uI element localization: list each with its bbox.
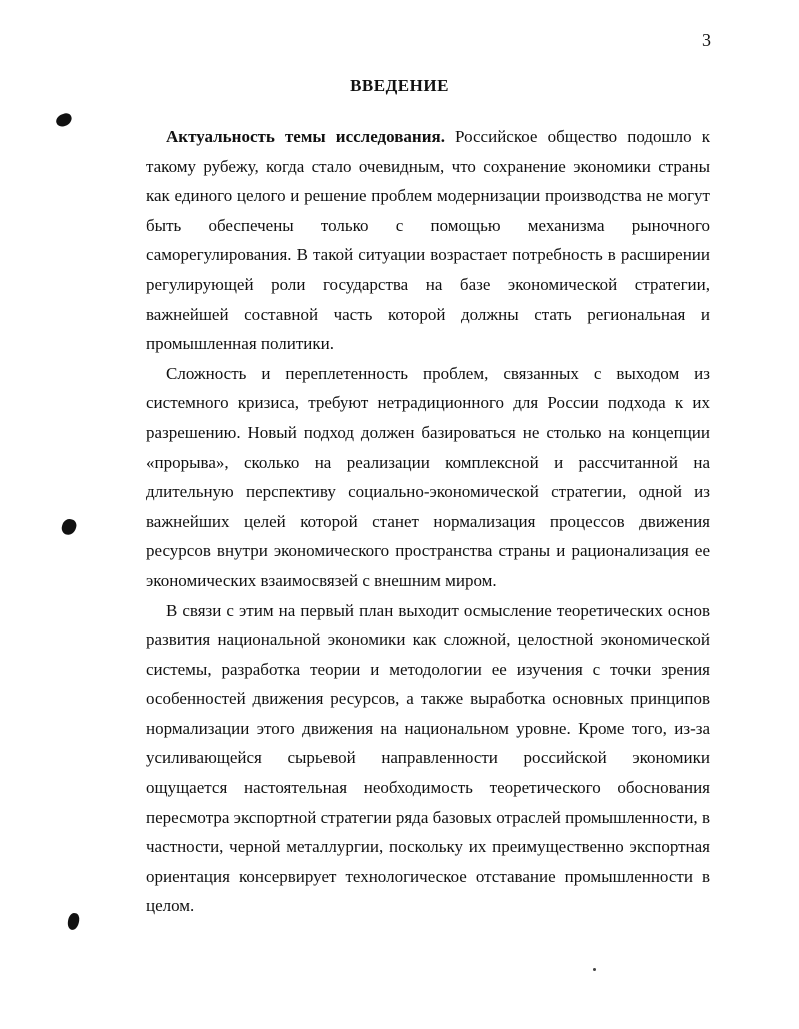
paragraph-text: В связи с этим на первый план выходит осмысление теоретических основ развития национальной экономики как сложной, целостной экономической системы, разработка теории и методологии ее изучения с точки зрения особенностей движения ресурсов, а также выработка основных принципов нормализации этого движения на национальном уровне. Кроме того, из-за усиливающейся сырьевой направленности российской экономики ощущается настоятельная необходимость теоретического обоснования пересмотра экспортной стратегии ряда базовых отраслей промышленности, в частности, черной металлургии, поскольку их преимущественно экспортная ориентация консервирует технологическое отставание промышленности в целом.: [146, 600, 710, 916]
page-number: 3: [702, 30, 711, 50]
punch-hole-mark-middle: [60, 517, 78, 536]
page-title: ВВЕДЕНИЕ: [350, 76, 449, 95]
punch-hole-mark-top: [54, 112, 73, 129]
body-text: [146, 122, 710, 921]
punch-hole-mark-bottom: [67, 912, 80, 930]
paragraph-3: [146, 596, 710, 922]
paragraph-lead: Актуальность темы исследования.: [166, 127, 445, 146]
paragraph-1: [146, 122, 710, 359]
dust-speck: [593, 968, 596, 971]
paragraph-text: Российское общество подошло к такому рубежу, когда стало очевидным, что сохранение экономики страны как единого целого и решение проблем модернизации производства не могут быть обеспечены только с помощью механизма рыночного саморегулирования. В такой ситуации возрастает потребность в расширении регулирующей роли государства на базе экономической стратегии, важнейшей составной часть которой должны стать региональная и промышленная политики.: [146, 127, 710, 354]
paragraph-2: [146, 359, 710, 596]
paragraph-text: Сложность и переплетенность проблем, связанных с выходом из системного кризиса, требуют нетрадиционного для России подхода к их разрешению. Новый подход должен базироваться не столько на концепции «прорыва», сколько на реализации комплексной и рассчитанной на длительную перспективу социально-экономической стратегии, одной из важнейших целей которой станет нормализация процессов движения ресурсов внутри экономического пространства страны и рационализация ее экономических взаимосвязей с внешним миром.: [146, 363, 710, 590]
